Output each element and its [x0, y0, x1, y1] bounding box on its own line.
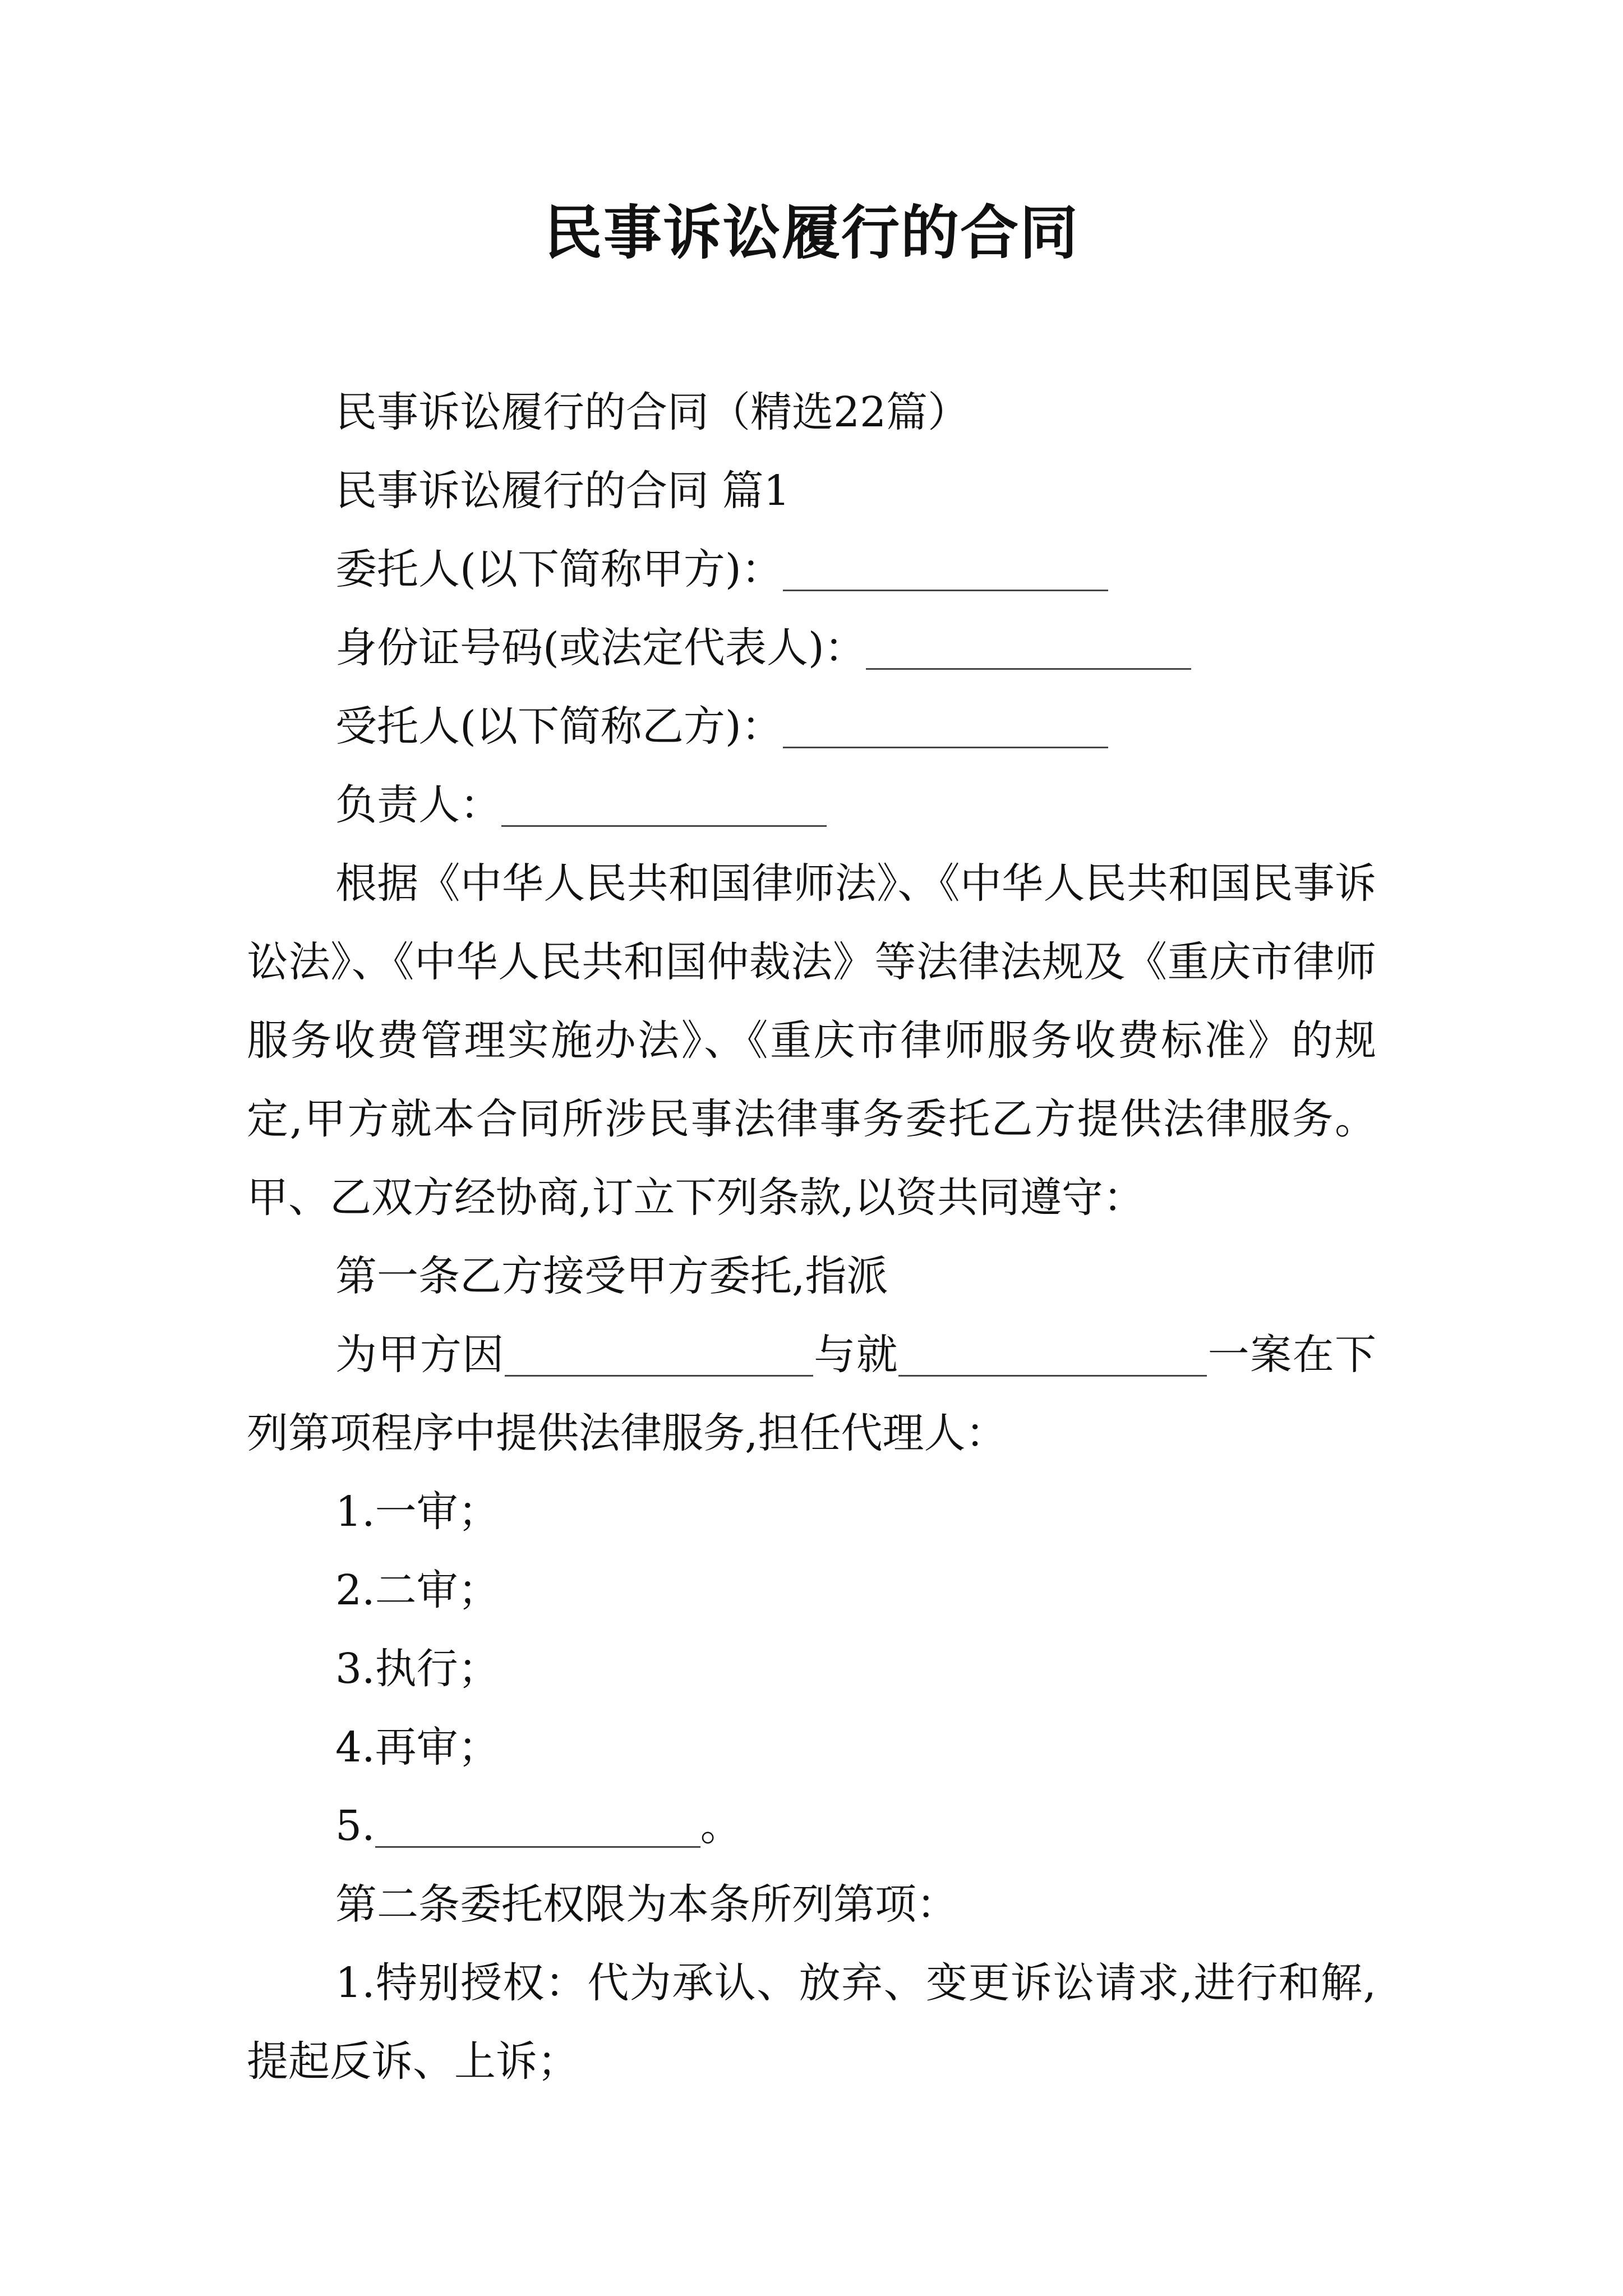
section-heading: 民事诉讼履行的合同 篇1 [335, 467, 790, 515]
article-2-item-1: 1.特别授权：代为承认、放弃、变更诉讼请求,进行和解,提起反诉、上诉； [247, 1959, 1376, 2086]
list-item: 3.执行； [335, 1645, 500, 1693]
article-1-case-paragraph [247, 1315, 1376, 1473]
preamble-paragraph: 根据《中华人民共和国律师法》、《中华人民共和国民事诉讼法》、《中华人民共和国仲裁法》等法律法规及《重庆市律师服务收费管理实施办法》、《重庆市律师服务收费标准》的规定,甲方就本合同所涉民事法律事务委托乙方提供法律服务。甲、乙双方经协商,订立下列条款,以资共同遵守： [247, 859, 1376, 1222]
list-item-5 [247, 1787, 1376, 1865]
party-field-id-number [247, 609, 1376, 687]
field-label: 委托人(以下简称甲方)： [335, 545, 783, 593]
article-2-heading: 第二条委托权限为本条所列第项： [335, 1880, 958, 1929]
field-label: 受托人(以下简称乙方)： [335, 702, 783, 751]
document-body [247, 373, 1376, 2101]
list-item: 1.一审； [335, 1488, 500, 1536]
blank-line [866, 625, 1191, 670]
blank-line [783, 704, 1108, 748]
blank-line [505, 1332, 813, 1377]
case-suffix: 一案在下列第项程序中提供法律服务,担任代理人： [247, 1331, 1377, 1457]
document-title: 民事诉讼履行的合同 [543, 199, 1079, 267]
field-label: 负责人： [335, 781, 501, 829]
blank-line [898, 1332, 1207, 1377]
party-field-client [247, 530, 1376, 609]
field-label: 身份证号码(或法定代表人)： [335, 624, 866, 672]
party-field-responsible-person [247, 766, 1376, 844]
case-middle: 与就 [813, 1331, 899, 1379]
item-end: 。 [700, 1802, 742, 1850]
blank-line [375, 1803, 700, 1848]
blank-line [501, 783, 827, 827]
subtitle: 民事诉讼履行的合同（精选22篇） [335, 388, 970, 436]
article-1-heading: 第一条乙方接受甲方委托,指派 [335, 1252, 888, 1300]
list-item: 4.再审； [335, 1723, 500, 1772]
item-number: 5. [335, 1802, 375, 1850]
case-prefix: 为甲方因 [335, 1331, 505, 1379]
list-item: 2.二审； [335, 1566, 500, 1614]
blank-line [783, 547, 1108, 591]
party-field-trustee [247, 687, 1376, 766]
